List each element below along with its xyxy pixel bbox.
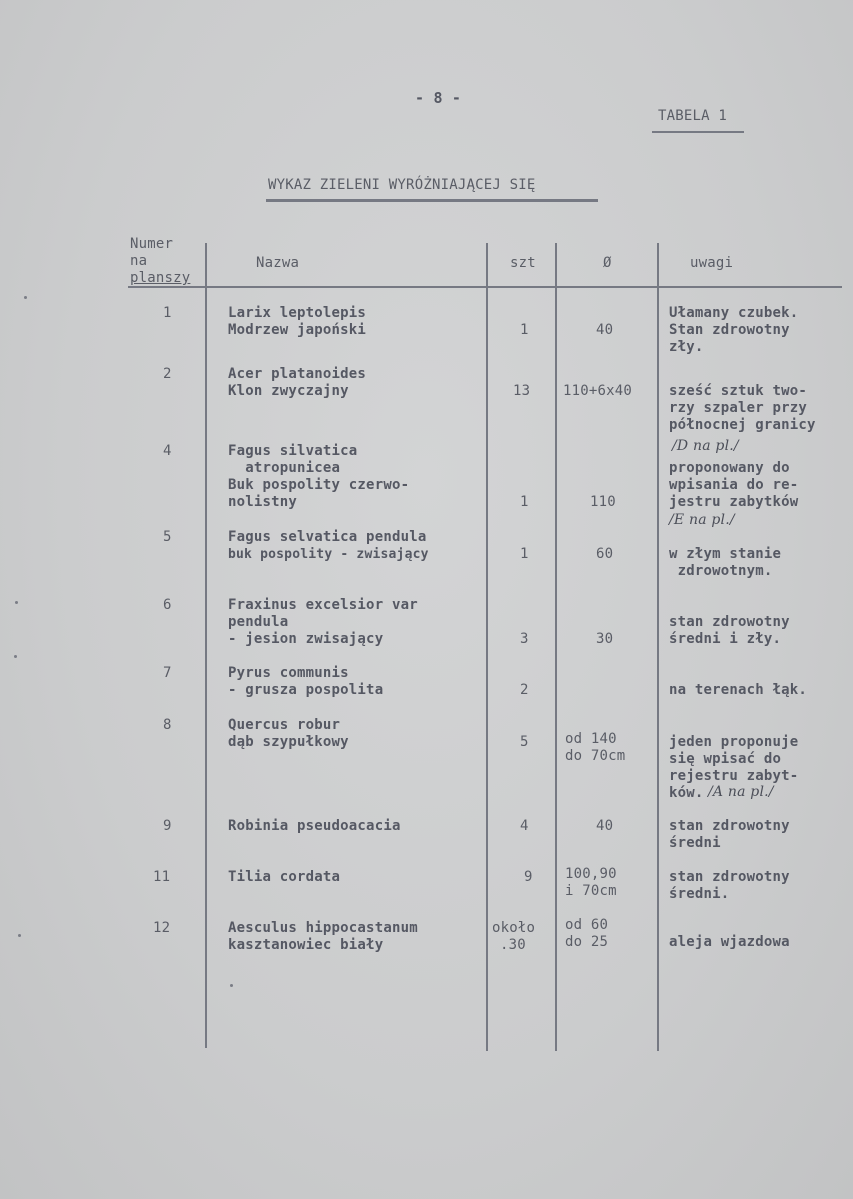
row-diameter: 100,90 — [565, 866, 617, 882]
row-count: 4 — [520, 818, 529, 834]
row-count: 13 — [513, 383, 531, 399]
row-remark-line: północnej granicy — [669, 417, 816, 433]
row-count: .30 — [500, 937, 526, 953]
row-count: 1 — [520, 546, 529, 562]
scan-speck — [18, 934, 21, 937]
row-number: 7 — [163, 665, 172, 681]
column-rule-4 — [657, 243, 659, 1051]
header-rule — [128, 286, 842, 288]
handwritten-note: /A na pl./ — [708, 784, 774, 800]
table-label-underline — [652, 131, 744, 133]
title-underline — [266, 199, 598, 202]
header-numer-line1: Numer — [130, 236, 174, 252]
scan-speck — [14, 655, 17, 658]
column-rule-1 — [205, 243, 207, 1048]
row-diameter: 110+6x40 — [563, 383, 633, 399]
row-diameter: od 140 — [565, 731, 617, 747]
handwritten-note: /E na pl./ — [669, 512, 735, 528]
page-number: - 8 - — [415, 89, 462, 107]
header-numer-line2: na — [130, 253, 148, 269]
scan-speck — [230, 984, 233, 987]
row-remark-line: sześć sztuk two- — [669, 383, 808, 399]
row-diameter: i 70cm — [565, 883, 617, 899]
table-label: TABELA 1 — [658, 108, 728, 124]
row-count: 3 — [520, 631, 529, 647]
row-remark-line: zdrowotnym. — [669, 563, 773, 579]
row-name-line: buk pospolity - zwisający — [228, 547, 429, 562]
row-remark-line: na terenach łąk. — [669, 682, 808, 698]
row-number: 4 — [163, 443, 172, 459]
row-name-line: - grusza pospolita — [228, 682, 384, 698]
column-rule-2 — [486, 243, 488, 1051]
row-name-line: Modrzew japoński — [228, 322, 367, 338]
row-remark-line: Ułamany czubek. — [669, 305, 799, 321]
row-name-line: pendula — [228, 614, 289, 630]
row-number: 1 — [163, 305, 172, 321]
header-diameter: Ø — [603, 255, 612, 271]
row-diameter: 60 — [596, 546, 614, 562]
row-remark-line: wpisania do re- — [669, 477, 799, 493]
row-name-line: Fagus silvatica — [228, 443, 358, 459]
row-remark-line: stan zdrowotny — [669, 818, 790, 834]
row-diameter: od 60 — [565, 917, 609, 933]
row-remark-line: średni — [669, 835, 721, 851]
row-name-line: dąb szypułkowy — [228, 734, 349, 750]
row-name-line: Quercus robur — [228, 717, 341, 733]
row-name-line: Robinia pseudoacacia — [228, 818, 401, 834]
row-count: około — [492, 920, 536, 936]
row-number: 9 — [163, 818, 172, 834]
row-name-line: Fraxinus excelsior var — [228, 597, 418, 613]
row-name-line: Fagus selvatica pendula — [228, 529, 427, 545]
row-remark-line: stan zdrowotny — [669, 614, 790, 630]
handwritten-note: /D na pl./ — [672, 438, 739, 454]
row-name-line: atropunicea — [228, 460, 341, 476]
column-rule-3 — [555, 243, 557, 1051]
row-name-line: Klon zwyczajny — [228, 383, 349, 399]
header-szt: szt — [510, 255, 536, 271]
row-number: 2 — [163, 366, 172, 382]
row-remark-line: stan zdrowotny — [669, 869, 790, 885]
header-numer-line3: planszy — [130, 270, 191, 286]
row-count: 1 — [520, 494, 529, 510]
row-remark-line: ków. — [669, 785, 704, 801]
row-name-line: - jesion zwisający — [228, 631, 384, 647]
row-remark-line: w złym stanie — [669, 546, 782, 562]
row-remark-line: średni. — [669, 886, 730, 902]
row-diameter: 30 — [596, 631, 614, 647]
header-nazwa: Nazwa — [256, 255, 300, 271]
row-remark-line: Stan zdrowotny — [669, 322, 790, 338]
scan-speck — [15, 601, 18, 604]
row-remark-line: rzy szpaler przy — [669, 400, 808, 416]
row-remark-line: średni i zły. — [669, 631, 782, 647]
row-diameter: 40 — [596, 322, 614, 338]
row-remark-line: proponowany do — [669, 460, 790, 476]
row-diameter: do 25 — [565, 934, 609, 950]
row-diameter: do 70cm — [565, 748, 626, 764]
header-uwagi: uwagi — [690, 255, 734, 271]
row-number: 5 — [163, 529, 172, 545]
row-diameter: 40 — [596, 818, 614, 834]
row-name-line: Acer platanoides — [228, 366, 367, 382]
row-count: 5 — [520, 734, 529, 750]
row-count: 9 — [524, 869, 533, 885]
row-remark-line: się wpisać do — [669, 751, 782, 767]
scan-speck — [24, 296, 27, 299]
row-number: 8 — [163, 717, 172, 733]
row-diameter: 110 — [590, 494, 616, 510]
row-name-line: Aesculus hippocastanum — [228, 920, 418, 936]
row-number: 12 — [153, 920, 171, 936]
row-remark-line: zły. — [669, 339, 704, 355]
row-remark-line: rejestru zabyt- — [669, 768, 799, 784]
row-remark-line: aleja wjazdowa — [669, 934, 790, 950]
row-number: 6 — [163, 597, 172, 613]
row-remark-line: jestru zabytków — [669, 494, 799, 510]
row-count: 2 — [520, 682, 529, 698]
document-title: WYKAZ ZIELENI WYRÓŻNIAJĄCEJ SIĘ — [268, 177, 536, 193]
row-name-line: Larix leptolepis — [228, 305, 367, 321]
row-number: 11 — [153, 869, 171, 885]
row-name-line: Buk pospolity czerwo- — [228, 477, 410, 493]
row-count: 1 — [520, 322, 529, 338]
row-name-line: Pyrus communis — [228, 665, 349, 681]
row-name-line: kasztanowiec biały — [228, 937, 384, 953]
row-remark-line: jeden proponuje — [669, 734, 799, 750]
row-name-line: nolistny — [228, 494, 298, 510]
row-name-line: Tilia cordata — [228, 869, 341, 885]
